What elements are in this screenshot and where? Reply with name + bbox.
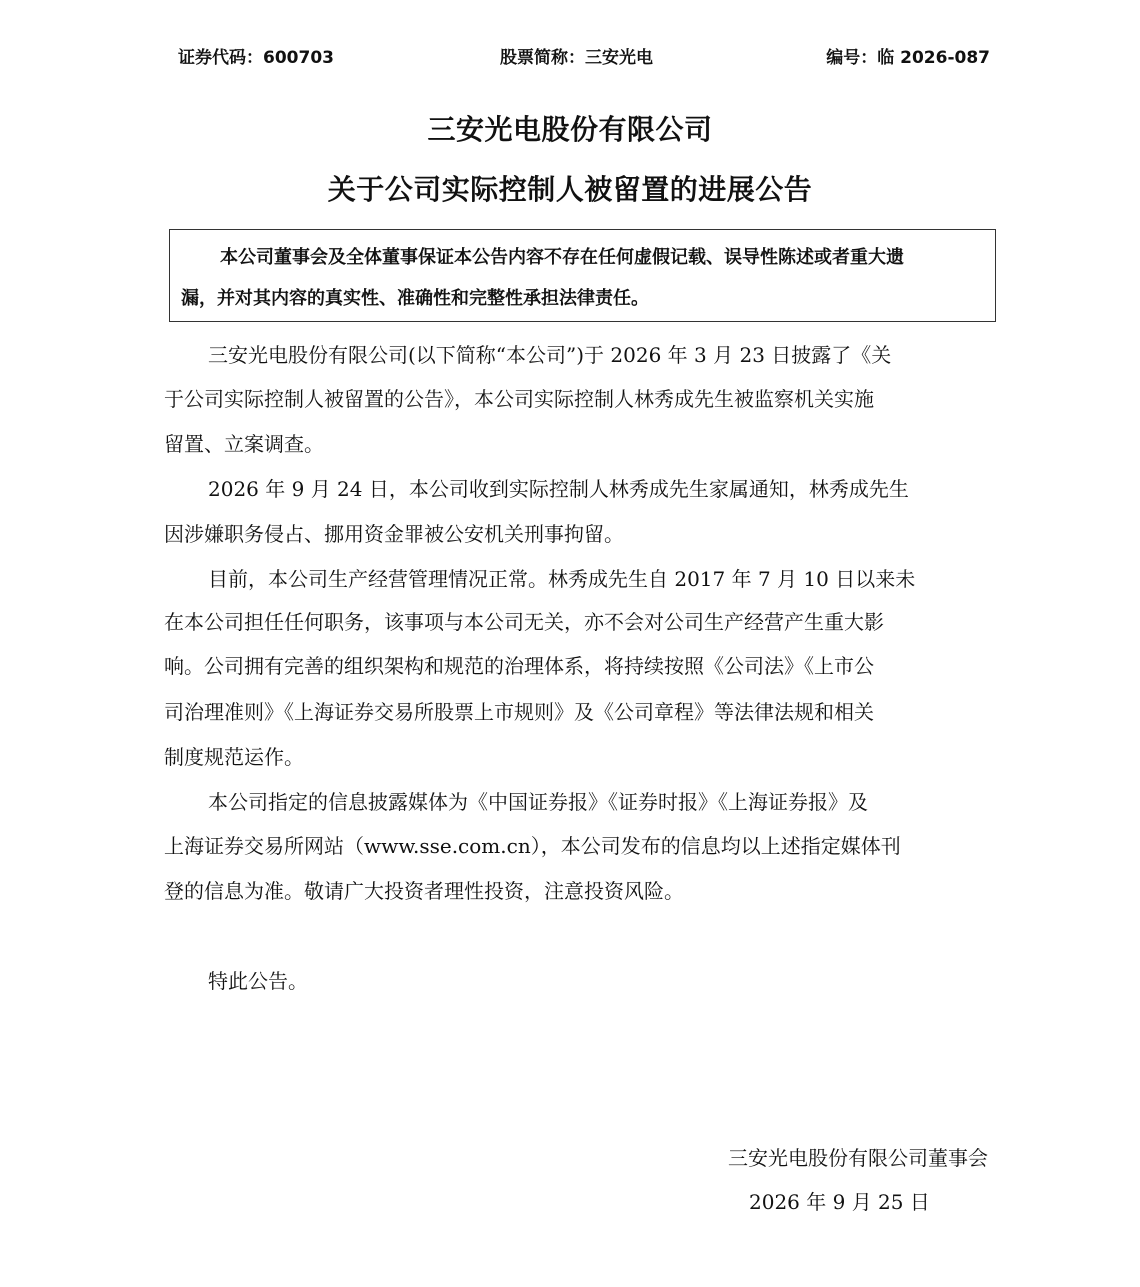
signature-company: 三安光电股份有限公司董事会 (728, 1146, 988, 1170)
company-title: 三安光电股份有限公司 (427, 113, 713, 146)
paragraph-3-line: 在本公司担任任何职务，该事项与本公司无关，亦不会对公司生产经营产生重大影 (164, 610, 884, 634)
paragraph-4-line: 本公司指定的信息披露媒体为《中国证券报》《证券时报》《上海证券报》及 (208, 790, 868, 814)
signature-date: 2026 年 9 月 25 日 (749, 1190, 930, 1214)
paragraph-2-line: 因涉嫌职务侵占、挪用资金罪被公安机关刑事拘留。 (164, 522, 624, 546)
stock-abbreviation: 股票简称：三安光电 (500, 48, 653, 68)
announcement-title: 关于公司实际控制人被留置的进展公告 (327, 173, 813, 206)
paragraph-2-line: 2026 年 9 月 24 日，本公司收到实际控制人林秀成先生家属通知，林秀成先生 (208, 477, 909, 501)
notice-line: 漏，并对其内容的真实性、准确性和完整性承担法律责任。 (181, 288, 649, 309)
document-header (178, 44, 990, 72)
stock-code: 证券代码：600703 (178, 48, 334, 68)
closing-statement: 特此公告。 (208, 969, 308, 993)
paragraph-3-line: 司治理准则》《上海证券交易所股票上市规则》及《公司章程》等法律法规和相关 (164, 700, 874, 724)
paragraph-4-line: 上海证券交易所网站（www.sse.com.cn），本公司发布的信息均以上述指定媒体刊 (164, 834, 901, 858)
paragraph-3-line: 目前，本公司生产经营管理情况正常。林秀成先生自 2017 年 7 月 10 日以来未 (208, 567, 916, 591)
paragraph-3-line: 响。公司拥有完善的组织架构和规范的治理体系，将持续按照《公司法》《上市公 (164, 654, 874, 678)
board-guarantee-notice (169, 229, 996, 322)
paragraph-4-line: 登的信息为准。敬请广大投资者理性投资，注意投资风险。 (164, 879, 684, 903)
paragraph-1-line: 于公司实际控制人被留置的公告》，本公司实际控制人林秀成先生被监察机关实施 (164, 387, 874, 411)
announcement-number: 编号：临 2026-087 (826, 48, 990, 68)
paragraph-1-line: 留置、立案调查。 (164, 432, 324, 456)
notice-line: 本公司董事会及全体董事保证本公告内容不存在任何虚假记载、误导性陈述或者重大遗 (220, 247, 904, 268)
paragraph-1-line: 三安光电股份有限公司(以下简称“本公司”)于 2026 年 3 月 23 日披露了《关 (208, 343, 892, 367)
paragraph-3-line: 制度规范运作。 (164, 745, 304, 769)
